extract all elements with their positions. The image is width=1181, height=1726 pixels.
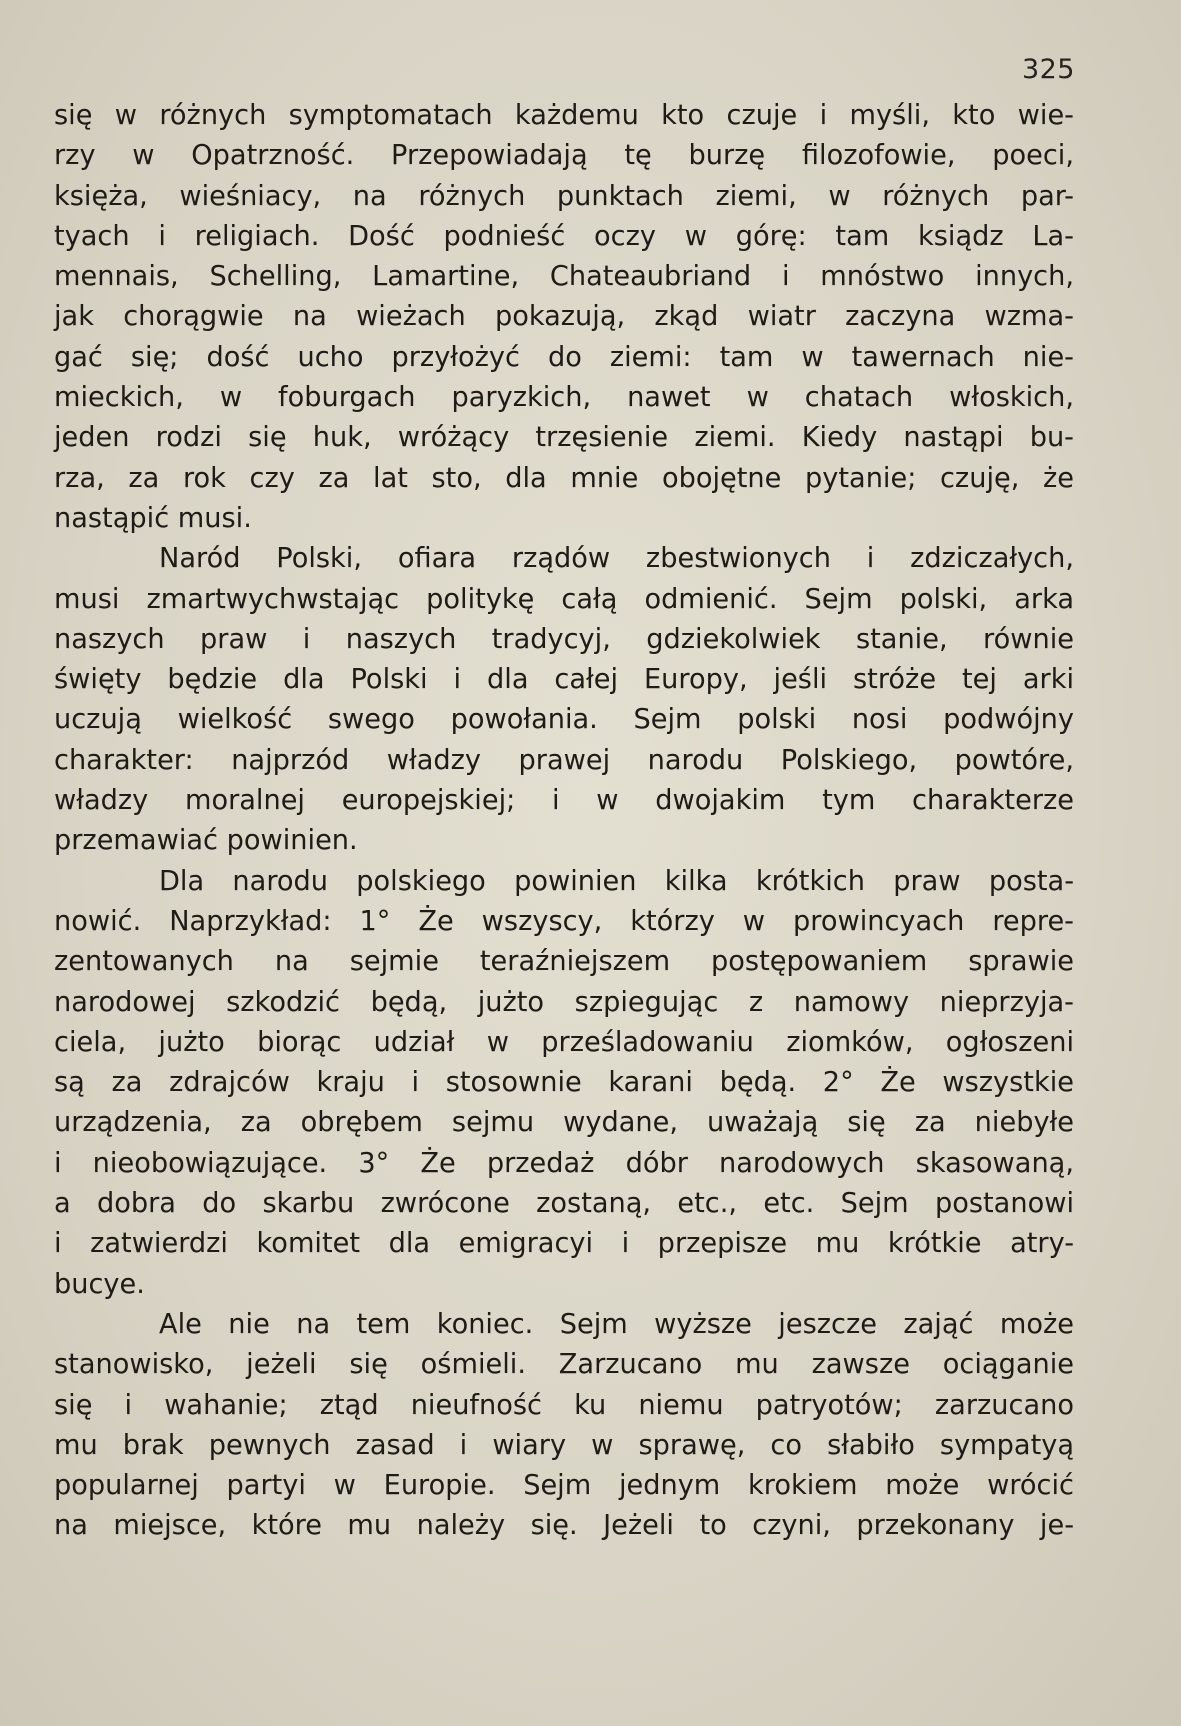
text-line: musi zmartwychwstając politykę całą odmienić. Sejm polski, arka — [54, 583, 1074, 615]
text-line: mieckich, w foburgach paryzkich, nawet w chatach włoskich, — [54, 382, 1074, 414]
text-line: na miejsce, które mu należy się. Jeżeli to czyni, przekonany je- — [54, 1510, 1074, 1542]
text-line: ciela, jużto biorąc udział w prześladowaniu ziomków, ogłoszeni — [54, 1026, 1074, 1058]
text-line: mu brak pewnych zasad i wiary w sprawę, co słabiło sympatyą — [54, 1429, 1074, 1461]
text-line: bucye. — [54, 1268, 145, 1300]
text-line: uczują wielkość swego powołania. Sejm polski nosi podwójny — [54, 704, 1074, 736]
text-line: nowić. Naprzykład: 1° Że wszyscy, którzy w prowincyach repre- — [54, 905, 1074, 937]
text-line: się i wahanie; ztąd nieufność ku niemu patryotów; zarzucano — [54, 1389, 1074, 1421]
text-line: tyach i religiach. Dość podnieść oczy w górę: tam ksiądz La- — [54, 220, 1074, 252]
text-line: rza, za rok czy za lat sto, dla mnie obojętne pytanie; czuję, że — [54, 462, 1074, 494]
text-line: gać się; dość ucho przyłożyć do ziemi: tam w tawernach nie- — [54, 341, 1074, 373]
text-line: stanowisko, jeżeli się ośmieli. Zarzucano mu zawsze ociąganie — [54, 1349, 1074, 1381]
text-line: mennais, Schelling, Lamartine, Chateaubriand i mnóstwo innych, — [54, 261, 1074, 293]
text-line: Dla narodu polskiego powinien kilka krótkich praw posta- — [159, 865, 1074, 897]
text-line: a dobra do skarbu zwrócone zostaną, etc., etc. Sejm postanowi — [54, 1188, 1074, 1220]
text-line: święty będzie dla Polski i dla całej Europy, jeśli stróże tej arki — [54, 664, 1074, 696]
text-line: rzy w Opatrzność. Przepowiadają tę burzę filozofowie, poeci, — [54, 140, 1074, 172]
text-line: władzy moralnej europejskiej; i w dwojakim tym charakterze — [54, 785, 1074, 817]
text-line: nastąpić musi. — [54, 502, 252, 534]
body-text — [54, 96, 1074, 1547]
text-line: przemawiać powinien. — [54, 825, 358, 857]
page-number: 325 — [1021, 54, 1075, 85]
text-line: narodowej szkodzić będą, jużto szpiegując z namowy nieprzyja- — [54, 986, 1074, 1018]
text-line: księża, wieśniacy, na różnych punktach ziemi, w różnych par- — [54, 180, 1074, 212]
text-line: jeden rodzi się huk, wróżący trzęsienie ziemi. Kiedy nastąpi bu- — [54, 422, 1074, 454]
text-line: Ale nie na tem koniec. Sejm wyższe jeszcze zająć może — [159, 1308, 1074, 1340]
text-line: się w różnych symptomatach każdemu kto czuje i myśli, kto wie- — [54, 100, 1074, 131]
text-line: charakter: najprzód władzy prawej narodu Polskiego, powtóre, — [54, 744, 1074, 776]
text-line: urządzenia, za obrębem sejmu wydane, uważają się za niebyłe — [54, 1107, 1074, 1139]
text-line: są za zdrajców kraju i stosownie karani będą. 2° Że wszystkie — [54, 1067, 1074, 1099]
text-line: i zatwierdzi komitet dla emigracyi i przepisze mu krótkie atry- — [54, 1228, 1074, 1260]
text-line: jak chorągwie na wieżach pokazują, zkąd wiatr zaczyna wzma- — [54, 301, 1074, 333]
text-line: naszych praw i naszych tradycyj, gdziekolwiek stanie, równie — [54, 623, 1074, 655]
text-line: popularnej partyi w Europie. Sejm jednym krokiem może wrócić — [54, 1470, 1074, 1502]
text-line: i nieobowiązujące. 3° Że przedaż dóbr narodowych skasowaną, — [54, 1147, 1074, 1179]
text-line: zentowanych na sejmie teraźniejszem postępowaniem sprawie — [54, 946, 1074, 978]
text-line: Naród Polski, ofiara rządów zbestwionych i zdziczałych, — [159, 543, 1074, 575]
